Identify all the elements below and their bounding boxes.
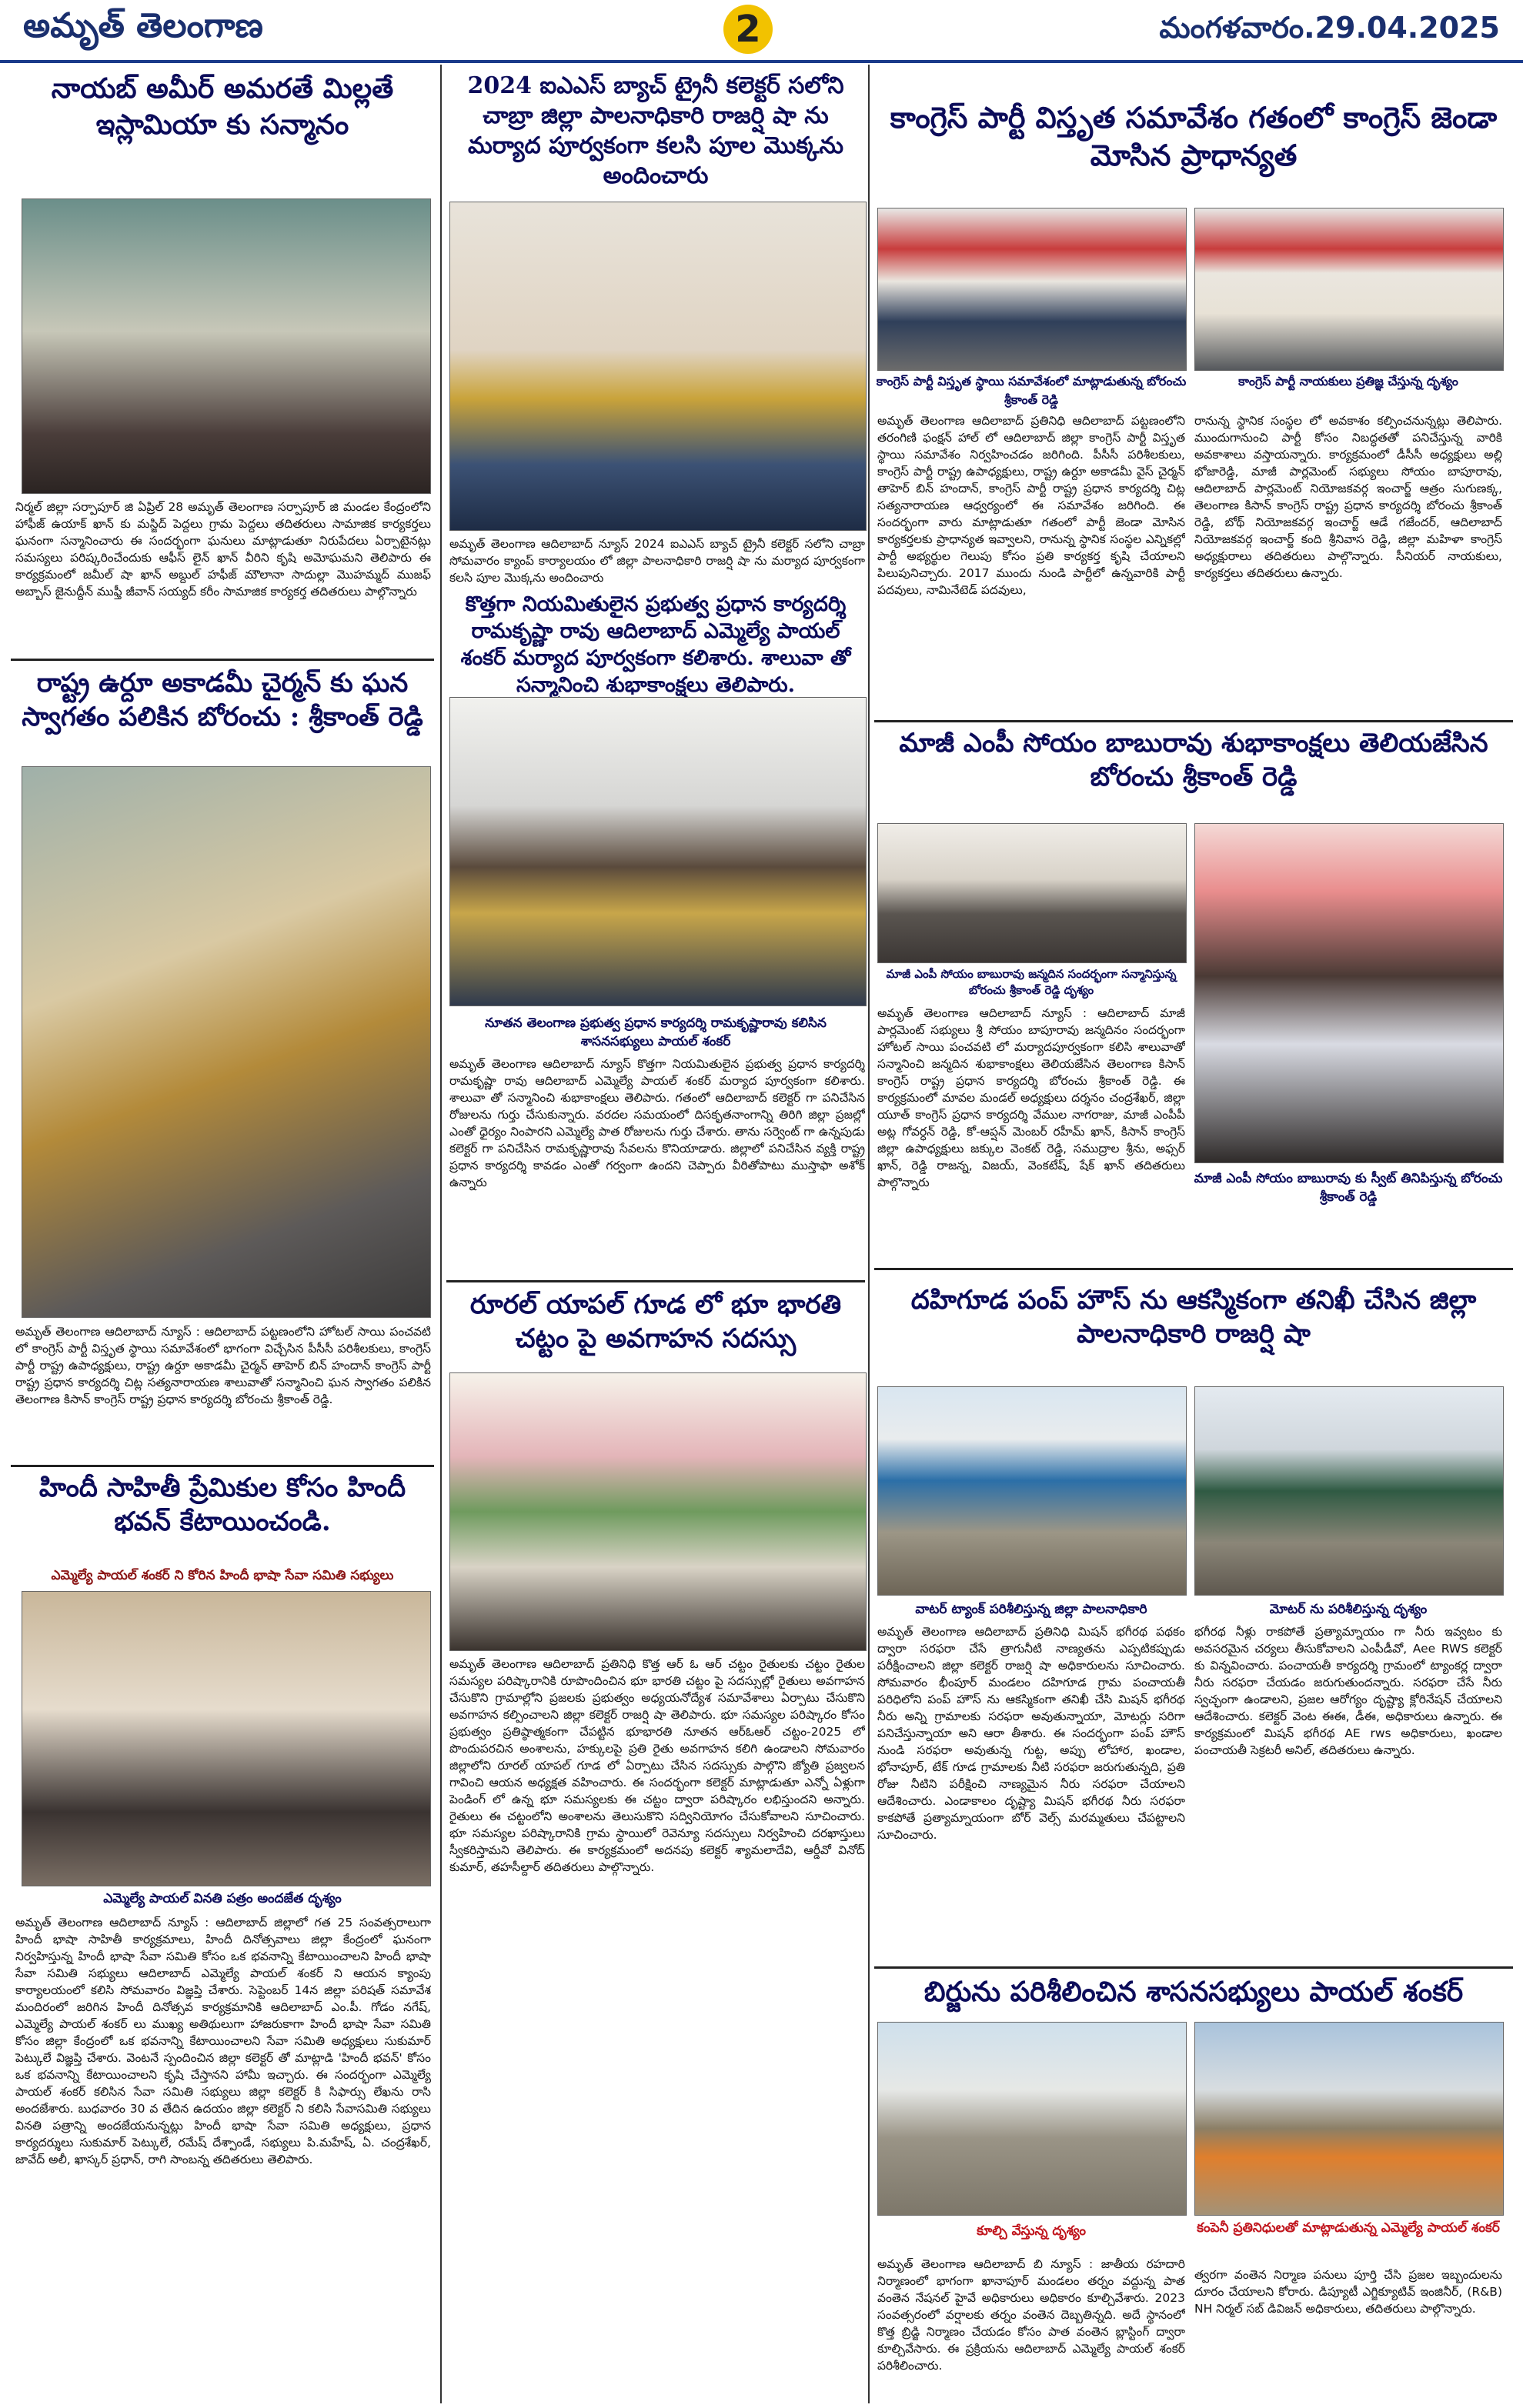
photo-felicitation-mosque: [22, 198, 431, 494]
section-rule: [446, 1280, 865, 1282]
col3-s4-caption2: కంపెనీ ప్రతినిధులతో మాట్లాడుతున్న ఎమ్మెల్యే పాయల్ శంకర్: [1197, 2220, 1500, 2236]
photo-urdu-academy-chairman: [22, 766, 431, 1318]
col3-s1-body1: అమృత్ తెలంగాణ ఆదిలాబాద్ ప్రతినిధి ఆదిలాబాద్ పట్టణంలోని తరంగిణి ఫంక్షన్ హాల్ లో ఆదిలాబాద్ జిల్లా కాంగ్రెస్ పార్టీ విస్తృత స్థాయి సమావేశం నిర్వహించడం జరిగింది. పీసీసీ పరిశీలకులు, కాంగ్రెస్ పార్టీ రాష్ట్ర ఉపాధ్యక్షులు, రాష్ట్ర ఉర్దూ అకాడమీ వైస్ చైర్మన్ తాహెర్ బిన్ హందాన్, కాంగ్రెస్ పార్టీ రాష్ట్ర ప్రధాన కార్యదర్శి చిట్ల సత్యనారాయణ ఆధ్వర్యంలో ఈ సమావేశం జరిగింది. ఈ సందర్భంగా వారు మాట్లాడుతూ గతంలో పార్టీ జెండా మోసిన కార్యకర్తలకు ప్రాధాన్యత ఇవ్వాలని, రానున్న స్థానిక సంస్థల ఎన్నికల్లో పార్టీ అభ్యర్థుల గెలుపు కోసం ప్రతి కార్యకర్త కృషి చేయాలని పిలుపునిచ్చారు. 2017 ముందు నుండి పార్టీలో ఉన్నవారికి పార్టీ పదవులు, నామినేటెడ్ పదవులు,: [877, 414, 1185, 597]
col3-s3-caption2: మోటర్ ను పరిశీలిస్తున్న దృశ్యం: [1269, 1602, 1428, 1617]
col1-s3-caption: ఎమ్మెల్యే పాయల్ వినతి పత్రం అందజేత దృశ్యం: [103, 1891, 342, 1906]
col3-s3-caption1: వాటర్ ట్యాంక్ పరిశీలిస్తున్న జిల్లా పాలనాధికారి: [915, 1602, 1147, 1617]
col3-s1-body2: రానున్న స్థానిక సంస్థల లో అవకాశం కల్పించనున్నట్లు తెలిపారు. ముందుగానుంచి పార్టీ కోసం నిబద్ధతతో పనిచేస్తున్న వారికి అవకాశాలు వస్తాయన్నారు. కార్యక్రమంలో డీసీసీ అధ్యక్షులు అల్లి భోజారెడ్డి, మాజీ పార్లమెంట్ సభ్యులు సోయం బాపూరావు, ఆదిలాబాద్ పార్లమెంట్ నియోజకవర్గ ఇంచార్జ్ ఆత్రం సుగుణక్క, తెలంగాణ కిసాన్ కాంగ్రెస్ రాష్ట్ర ప్రధాన కార్యదర్శి బోరంచు శ్రీకాంత్ రెడ్డి, బోథ్ నియోజకవర్గ ఇంచార్జ్ ఆడే గజేందర్, ఆదిలాబాద్ నియోజకవర్గ ఇంచార్జ్ కంది శ్రీనివాస రెడ్డి, జిల్లా మహిళా కాంగ్రెస్ అధ్యక్షురాలు తదితరులు పాల్గొన్నారు. సీనియర్ నాయకులు, కార్యకర్తలు తదితరులు ఉన్నారు.: [1194, 414, 1502, 580]
column-divider: [868, 65, 870, 2403]
photo-motor-inspection: [1194, 1386, 1504, 1596]
col1-s1-body: నిర్మల్ జిల్లా సర్పాపూర్ జి ఏప్రిల్ 28 అమృత్ తెలంగాణ సర్పాపూర్ జి మండల కేంద్రంలోని హాఫీజ్ ఉయాక్ ఖాన్ కు మస్జిద్ పెద్దలు గ్రామ పెద్దలు తదితరులు సామాజిక కార్యకర్తలు ఘనంగా సన్మానించారు ఈ సందర్భంగా ఘనులు మాట్లాడుతూ నిరుపేదలు ఏర్పాటైనట్లు సమస్యలు పరిష్కరించేందుకు ఆఫీస్ లైన్ ఖాన్ వీరిని కృషి అమోఘమని తెలిపారు ఈ కార్యక్రమంలో జమీల్ షా ఖాన్ అబ్దుల్ హఫీజ్ మౌలానా సాదుల్లా మొహమ్మద్ ముజఫ్ అబ్బాస్ జైనుద్దీన్ ముఫ్తీ జీవాన్ సయ్యద్ కరీం సామాజిక కార్యకర్త తదితరులు పాల్గొన్నారు: [15, 500, 431, 599]
col2-s1-headline: 2024 ఐఎఎస్ బ్యాచ్ ట్రైనీ కలెక్టర్ సలోని చాబ్రా జిల్లా పాలనాధికారి రాజర్షి షా ను మర్యాద పూర్వకంగా కలసి పూల మొక్కను అందించారు: [467, 72, 844, 189]
col3-s1-caption1: కాంగ్రెస్ పార్టీ విస్తృత స్థాయి సమావేశంలో మాట్లాడుతున్న బోరంచు శ్రీకాంత్ రెడ్డి: [876, 374, 1187, 407]
col1-s1-headline: నాయబ్ అమీర్ అమరతే మిల్లతే ఇస్లామియా కు సన్మానం: [51, 72, 394, 141]
photo-trainee-collector-meeting: [449, 202, 867, 531]
col3-s4-body1: అమృత్ తెలంగాణ ఆదిలాబాద్ బి న్యూస్ : జాతీయ రహదారి నిర్మాణంలో భాగంగా ఖానాపూర్ మండలం తర్నం వద్దున్న పాత వంతెన నేషనల్ హైవే అధికారులు అధికారం కూల్చివేశారు. 2023 సంవత్సరంలో వర్షాలకు తర్నం వంతెన దెబ్బతిన్నది. అదే స్థానంలో కొత్త బ్రిడ్జి నిర్మాణం చేయడం కోసం పాత వంతెన బ్లాస్టింగ్ ద్వారా కూల్చివేసారు. ఈ ప్రక్రియను ఆదిలాబాద్ ఎమ్మెల్యే పాయల్ శంకర్ పరిశీలించారు.: [877, 2257, 1185, 2373]
col3-s2-caption1: మాజీ ఎంపీ సోయం బాబురావు జన్మదిన సందర్భంగా సన్మానిస్తున్న బోరంచు శ్రీకాంత్ రెడ్డి దృశ్యం: [886, 967, 1177, 997]
column-divider: [440, 65, 442, 2403]
col3-s4-body2: త్వరగా వంతెన నిర్మాణ పనులు పూర్తి చేసి ప్రజల ఇబ్బందులను దూరం చేయాలని కోరారు. డిప్యూటీ ఎగ్జిక్యూటివ్ ఇంజినీర్, (R&B) NH నిర్మల్ సబ్ డివిజన్ అధికారులు, తదితరులు పాల్గొన్నారు.: [1194, 2268, 1502, 2316]
col2-s2-caption: నూతన తెలంగాణ ప్రభుత్వ ప్రధాన కార్యదర్శి రామకృష్ణారావు కలిసిన శాసనసభ్యులు పాయల్ శంకర్: [485, 1016, 827, 1049]
col1-s3-body: అమృత్ తెలంగాణ ఆదిలాబాద్ న్యూస్ : ఆదిలాబాద్ జిల్లాలో గత 25 సంవత్సరాలుగా హిందీ భాషా సాహితీ కార్యక్రమాలు, హిందీ దినోత్సవాలు జిల్లా కేంద్రంలో ఘనంగా నిర్వహిస్తున్న హిందీ భాషా సేవా సమితి కోసం ఒక భవనాన్ని కేటాయించాలని హిందీ భాషా సేవా సమితి సభ్యులు ఆదిలాబాద్ ఎమ్మెల్యే పాయల్ శంకర్ ని ఆయన క్యాంపు కార్యాలయంలో కలిసి సోమవారం విజ్ఞప్తి చేశారు. సెప్టెంబర్ 14న జిల్లా పరిషత్ సమావేశ మందిరంలో జరిగిన హిందీ దినోత్సవ కార్యక్రమానికి ఆదిలాబాద్ ఎం.పీ. గోడం నగేష్, ఎమ్మెల్యే పాయల్ శంకర్ లు ముఖ్య అతిథులుగా హాజరుకాగా హిందీ భాషా సేవా సమితి కోసం జిల్లా కేంద్రంలో ఒక భవనాన్ని కేటాయించాలని సేవా సమితి అధ్యక్షులు సుకుమార్ పెట్కులే విజ్ఞప్తి చేశారు. వెంటనే స్పందించిన జిల్లా కలెక్టర్ తో మాట్లాడి 'హిందీ భవన్' కోసం ఒక భవనాన్ని కేటాయించాలని కృషి చేస్తానని హామీ ఇచ్చారు. ఈ సందర్భంగా ఎమ్మెల్యే పాయల్ శంకర్ కలిసిన సేవా సమితి సభ్యులు జిల్లా కలెక్టర్ కి సిఫార్సు లేఖను రాసి అందజేశారు. బుధవారం 30 వ తేదిన ఉదయం జిల్లా కలెక్టర్ ని కలిసి సేవాసమితి సభ్యులు వినతి పత్రాన్ని అందజేయనున్నట్లు హిందీ భాషా సేవా సమితి అధ్యక్షులు, ప్రధాన కార్యదర్శులు సుకుమార్ పెట్కులే, రమేష్ దేశ్పాండే, సభ్యులు పి.మహేష్, ఏ. చంద్రశేఖర్, జావేద్ అలీ, ఖాస్కర్ ప్రధాన్, రాగి సాంబన్న తదితరులు తెలిపారు.: [15, 1916, 431, 2166]
col2-s1-body: అమృత్ తెలంగాణ ఆదిలాబాద్ న్యూస్ 2024 ఐఎఎస్ బ్యాచ్ ట్రైనీ కలెక్టర్ సలోని చాబ్రా సోమవారం క్యాంప్ కార్యాలయం లో జిల్లా పాలనాధికారి రాజర్షి షా ను మర్యాద పూర్వకంగా కలసి పూల మొక్కను అందించారు: [449, 537, 865, 585]
photo-chief-secretary-meeting: [449, 697, 867, 1006]
col3-s2-caption2: మాజీ ఎంపీ సోయం బాబురావు కు స్వీట్ తినిపిస్తున్న బోరంచు శ్రీకాంత్ రెడ్డి: [1194, 1171, 1503, 1205]
col2-s3-body: అమృత్ తెలంగాణ ఆదిలాబాద్ ప్రతినిధి కొత్త ఆర్ ఓ ఆర్ చట్టం రైతులకు చట్టం రైతుల సమస్యల పరిష్కారానికి రూపొందించిన భూ భారతి చట్టం పై సదస్సుల్లో రైతులు అవగాహన చేసుకొని గ్రామాల్లోని ప్రజలకు ప్రభుత్వం అధ్యయనోద్యేశ సమావేశాలు ఏర్పాటు చేసుకొని అవగాహన కల్పించాలని జిల్లా కలెక్టర్ రాజర్షి షా తెలిపారు. భూ సమస్యల పరిష్కారం కోసం ప్రభుత్వం ప్రతిష్ఠాత్మకంగా చేపట్టిన భూభారతి నూతన ఆర్ఓఆర్ చట్టం-2025 లో పొందుపరచిన అంశాలను, హక్కులపై ప్రతి రైతు అవగాహన కలిగి ఉండాలని సోమవారం జిల్లాలోని రూరల్ యాపల్ గూడ లో ఏర్పాటు చేసిన సదస్సుకు పాల్గొని జ్యోతి ప్రజ్వలన గావించి ఆయన అధ్యక్షత వహించారు. ఈ సందర్భంగా కలెక్టర్ మాట్లాడుతూ ఎన్నో ఏళ్లుగా పెండింగ్ లో ఉన్న భూ సమస్యలకు ఈ చట్టం ద్వారా పరిష్కారం లభిస్తుందని అన్నారు. రైతులు ఈ చట్టంలోని అంశాలను తెలుసుకొని సద్వినియోగం చేసుకోవాలని సూచించారు. భూ సమస్యల పరిష్కారానికి గ్రామ స్థాయిలో రెవెన్యూ సదస్సులు నిర్వహించి దరఖాస్తులు స్వీకరిస్తామని తెలిపారు. ఈ కార్యక్రమంలో అదనపు కలెక్టర్ శ్యామలాదేవి, ఆర్డీవో వినోద్ కుమార్, తహసీల్దార్ తదితరులు పాల్గొన్నారు.: [449, 1657, 865, 1874]
photo-bhu-bharathi-seminar: [449, 1372, 867, 1651]
col3-s2-headline: మాజీ ఎంపీ సోయం బాబురావు శుభాకాంక్షలు తెలియజేసిన బోరంచు శ్రీకాంత్ రెడ్డి: [899, 728, 1488, 793]
section-rule: [11, 1465, 434, 1467]
photo-former-mp-felicitation: [877, 823, 1187, 963]
col1-s2-body: అమృత్ తెలంగాణ ఆదిలాబాద్ న్యూస్ : ఆదిలాబాద్ పట్టణంలోని హోటల్ సాయి పంచవటి లో కాంగ్రెస్ పార్టీ విస్తృత స్థాయి సమావేశంలో భాగంగా విచ్చేసిన పీసీసీ పరిశీలకులు, కాంగ్రెస్ పార్టీ రాష్ట్ర ఉపాధ్యక్షులు, రాష్ట్ర ఉర్దూ అకాడమీ చైర్మన్ తాహెర్ బిన్ హందాన్ కాంగ్రెస్ పార్టీ రాష్ట్ర ప్రధాన కార్యదర్శి చిట్ల సత్యనారాయణ శాలువాతో సన్మానించి ఘన స్వాగతం పలికిన తెలంగాణ కిసాన్ కాంగ్రెస్ రాష్ట్ర ప్రధాన కార్యదర్శి బోరంచు శ్రీకాంత్ రెడ్డి.: [15, 1325, 431, 1406]
col2-s3-headline: రూరల్ యాపల్ గూడ లో భూ భారతి చట్టం పై అవగాహన సదస్సు: [469, 1289, 842, 1355]
photo-water-tank-inspection: [877, 1386, 1187, 1596]
photo-bridge-demolition: [877, 2022, 1187, 2216]
col3-s2-body: అమృత్ తెలంగాణ ఆదిలాబాద్ న్యూస్ : ఆదిలాబాద్ మాజీ పార్లమెంట్ సభ్యులు శ్రీ సోయం బాపూరావు జన్మదినం సందర్భంగా హోటల్ సాయి పంచవటి లో మర్యాదపూర్వకంగా కలిసి శాలువాతో సన్మానించి జన్మదిన శుభాకాంక్షలు తెలియజేసిన తెలంగాణ కిసాన్ కాంగ్రెస్ రాష్ట్ర ప్రధాన కార్యదర్శి బోరంచు శ్రీకాంత్ రెడ్డి. ఈ కార్యక్రమంలో మావల మండల్ అధ్యక్షులు దర్శనం చంద్రశేఖర్, జిల్లా యూత్ కాంగ్రెస్ ప్రధాన కార్యదర్శి వేముల నాగరాజు, మాజీ ఎంపీపీ అట్ల గోవర్ధన్ రెడ్డి, కో-ఆప్షన్ మెంబర్ రహీమ్ ఖాన్, కిసాన్ కాంగ్రెస్ జిల్లా ఉపాధ్యక్షులు జక్కుల వెంకట్ రెడ్డి, సముద్రాల శ్రీను, అఫ్సర్ ఖాన్, రెడ్డి రాజన్న, విజయ్, వెంకటేష్, షేక్ ఖాన్ తదితరులు పాల్గొన్నారు: [877, 1006, 1185, 1189]
section-rule: [874, 720, 1513, 722]
col3-s1-caption2: కాంగ్రెస్ పార్టీ నాయకులు ప్రతిజ్ఞ చేస్తున్న దృశ్యం: [1238, 374, 1458, 389]
brand-title: అమృత్ తెలంగాణ: [23, 6, 263, 45]
col3-s3-body2: భగీరథ నీళ్లు రాకపోతే ప్రత్యామ్నాయం గా నీరు ఇవ్వటం కు అవసరమైన చర్యలు తీసుకోవాలని ఎంపీడీవో, Aee RWS కలెక్టర్ కు విన్నవించారు. పంచాయతీ కార్యదర్శి గ్రామంలో ట్యాంకర్ల ద్వారా నీరు సరఫరా చేయడం జరుగుతుందన్నారు. సరఫరా చేసే నీరు స్వచ్ఛంగా ఉండాలని, ప్రజల ఆరోగ్యం దృష్ట్యా క్లోరినేషన్ చేయాలని ఆదేశించారు. కలెక్టర్ వెంట ఈఈ, డీఈ, అధికారులు ఉన్నారు. ఈ కార్యక్రమంలో మిషన్ భగీరథ AE rws అధికారులు, ఖండాల పంచాయతీ సెక్రటరీ అనిల్, తదితరులు ఉన్నారు.: [1194, 1625, 1502, 1757]
photo-congress-meeting-speech: [877, 208, 1187, 371]
photo-congress-pledge: [1194, 208, 1504, 371]
photo-mla-with-company: [1194, 2022, 1504, 2216]
section-rule: [11, 659, 434, 661]
col3-s4-headline: బిర్జును పరిశీలించిన శాసనసభ్యులు పాయల్ శంకర్: [923, 1976, 1464, 2008]
col1-s3-headline: హిందీ సాహితీ ప్రేమికుల కోసం హిందీ భవన్ కేటాయించండి.: [38, 1472, 406, 1538]
masthead: [0, 0, 1523, 63]
col3-s1-headline: కాంగ్రెస్ పార్టీ విస్తృత సమావేశం గతంలో కాంగ్రెస్ జెండా మోసిన ప్రాధాన్యత: [890, 100, 1498, 173]
section-rule: [874, 1268, 1513, 1270]
col2-s2-body: అమృత్ తెలంగాణ ఆదిలాబాద్ న్యూస్ కొత్తగా నియమితులైన ప్రభుత్వ ప్రధాన కార్యదర్శి రామకృష్ణా రావు ఆదిలాబాద్ ఎమ్మెల్యే పాయల్ శంకర్ మర్యాద పూర్వకంగా కలిశారు. శాలువా తో సన్మానించి శుభాకాంక్షలు తెలిపారు. గతంలో ఆదిలాబాద్ కలెక్టర్ గా పనిచేసిన రోజులను గుర్తు చేసుకున్నారు. వరదల సమయంలో దిసకృతనాంగాన్ని తిరిగి జిల్లా ప్రజల్లో ఎంతో ధైర్యం నింపారని ఎమ్మెల్యే పాత రోజులను గుర్తు చేశారు. తాను సర్వెంట్ గా ఉన్నపుడు కలెక్టర్ గా పనిచేసిన రామకృష్ణారావు సేవలను కొనియాడారు. జిల్లాలో పనిచేసిన వ్యక్తి రాష్ట్ర ప్రధాన కార్యదర్శి కావడం ఎంతో గర్వంగా ఉందని చెప్పారు వీరితోపాటు ముస్తాఫా అశోక్ ఉన్నారు: [449, 1057, 865, 1189]
issue-date: మంగళవారం.29.04.2025: [1159, 11, 1500, 45]
section-rule: [874, 1966, 1513, 1969]
photo-former-mp-sweet: [1194, 823, 1504, 1163]
page-number-badge: 2: [723, 5, 773, 54]
photo-hindi-bhavan-petition: [22, 1591, 431, 1886]
col1-s3-subhead: ఎమ్మెల్యే పాయల్ శంకర్ ని కోరిన హిందీ భాషా సేవా సమితి సభ్యులు: [51, 1568, 394, 1583]
col2-s2-headline: కొత్తగా నియమితులైన ప్రభుత్వ ప్రధాన కార్యదర్శి రామకృష్ణా రావు ఆదిలాబాద్ ఎమ్మెల్యే పాయల్ శంకర్ మర్యాద పూర్వకంగా కలిశారు. శాలువా తో సన్మానించి శుభాకాంక్షలు తెలిపారు.: [460, 592, 851, 698]
col3-s3-headline: దహిగూడ పంప్ హౌస్ ను ఆకస్మికంగా తనిఖీ చేసిన జిల్లా పాలనాధికారి రాజర్షి షా: [910, 1285, 1477, 1350]
col3-s3-body1: అమృత్ తెలంగాణ ఆదిలాబాద్ ప్రతినిధి మిషన్ భగీరథ పథకం ద్వారా సరఫరా చేసే త్రాగునీటి నాణ్యతను ఎప్పటికప్పుడు పరీక్షించాలని జిల్లా కలెక్టర్ రాజర్షి షా అధికారులను సూచించారు. సోమవారం భీంపూర్ మండలం దహిగూడ గ్రామ పంచాయతీ పరిధిలోని పంప్ హౌస్ ను ఆకస్మికంగా తనిఖీ చేసి మిషన్ భగీరథ నీరు అన్ని గ్రామాలకు సరఫరా అవుతున్నాయా, మోటర్లు సరిగా పనిచేస్తున్నాయా అని ఆరా తీశారు. ఈ సందర్భంగా పంప్ హౌస్ నుండి సరఫరా అవుతున్న గుట్ట, అప్పు లోహార, ఖండాల, భోనాపూర్, టేక్ గూడ గ్రామాలకు నీటి సరఫరా జరుగుతున్నది, ప్రతి రోజు నీటిని పరీక్షించి నాణ్యమైన నీరు సరఫరా చేయాలని ఆదేశించారు. ఎండాకాలం దృష్ట్యా మిషన్ భగీరథ నీరు సరఫరా కాకపోతే ప్రత్యామ్నాయంగా బోర్ వెల్స్ మరమ్మతులు చేపట్టాలని సూచించారు.: [877, 1625, 1185, 1842]
col1-s2-headline: రాష్ట్ర ఉర్దూ అకాడమీ చైర్మన్ కు ఘన స్వాగతం పలికిన బోరంచు : శ్రీకాంత్ రెడ్డి: [22, 668, 423, 733]
col3-s4-caption1: కూల్చి వేస్తున్న దృశ్యం: [977, 2223, 1086, 2239]
